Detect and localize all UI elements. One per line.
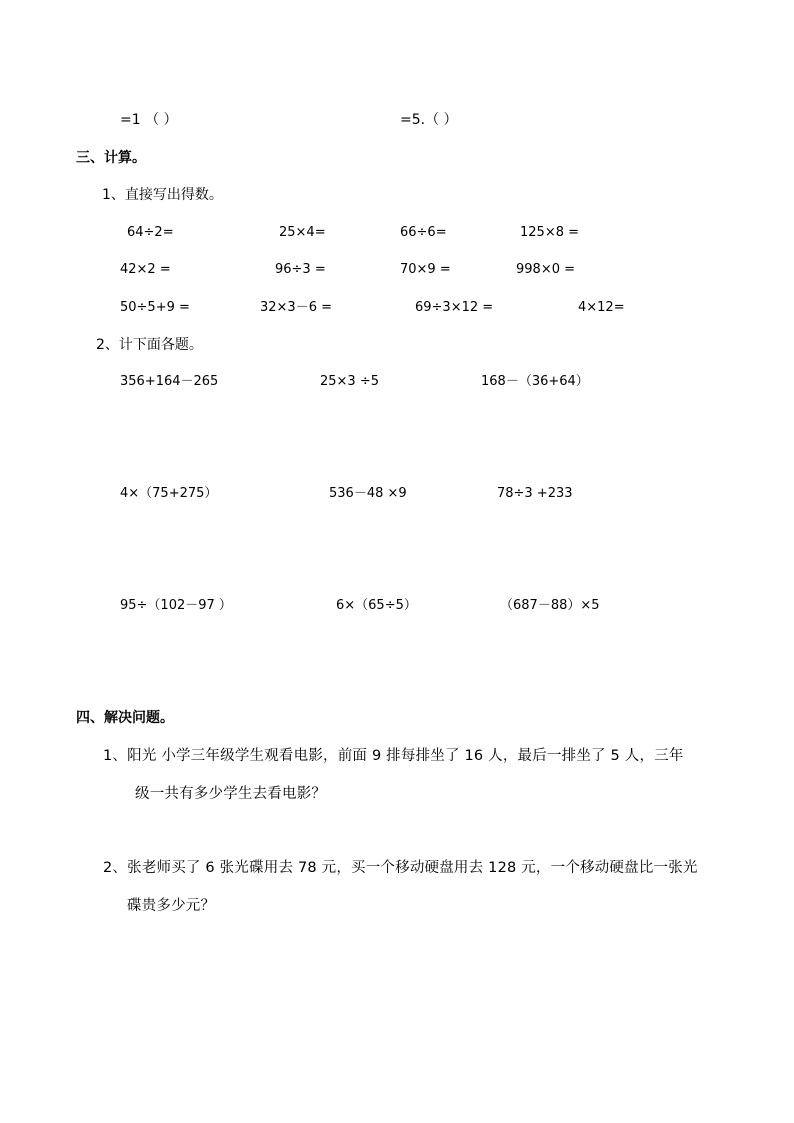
oral-calc-item: 998×0 = xyxy=(516,262,576,277)
section-4-title: 四、解决问题。 xyxy=(76,710,174,726)
step-calc-item: 356+164－265 xyxy=(120,374,219,389)
step-calc-item: 4×（75+275） xyxy=(120,486,218,501)
step-calc-item: 6×（65÷5） xyxy=(336,598,417,613)
blank-answer-1: =1 （ ） xyxy=(120,112,178,128)
step-calc-item: （687－88）×5 xyxy=(500,598,600,613)
oral-calc-item: 42×2 = xyxy=(120,262,171,277)
section-3-title: 三、计算。 xyxy=(76,150,146,166)
step-calc-item: 536－48 ×9 xyxy=(329,486,407,501)
word-problem-2-line-2: 碟贵多少元？ xyxy=(127,898,216,914)
oral-calc-item: 96÷3 = xyxy=(275,262,326,277)
oral-calc-item: 125×8 = xyxy=(520,225,580,240)
word-problem-2-line-1: 2、张老师买了 6 张光碟用去 78 元，买一个移动硬盘用去 128 元，一个移动硬盘比一张光 xyxy=(103,860,698,876)
word-problem-1-line-1: 1、阳光 小学三年级学生观看电影，前面 9 排每排坐了 16 人，最后一排坐了 5 人，三年 xyxy=(103,748,684,764)
oral-calc-item: 25×4= xyxy=(279,225,326,240)
question-2-label: 2、计下面各题。 xyxy=(96,337,203,353)
step-calc-item: 25×3 ÷5 xyxy=(320,374,380,389)
oral-calc-item: 70×9 = xyxy=(400,262,451,277)
step-calc-item: 78÷3 +233 xyxy=(497,486,573,501)
oral-calc-item: 64÷2= xyxy=(127,225,174,240)
oral-calc-item: 32×3－6 = xyxy=(260,300,333,315)
oral-calc-item: 66÷6= xyxy=(400,225,447,240)
oral-calc-item: 4×12= xyxy=(578,300,625,315)
oral-calc-item: 50÷5+9 = xyxy=(120,300,190,315)
word-problem-1-line-2: 级一共有多少学生去看电影？ xyxy=(135,786,327,802)
step-calc-item: 168－（36+64） xyxy=(481,374,589,389)
oral-calc-item: 69÷3×12 = xyxy=(415,300,494,315)
blank-answer-2: =5.（ ） xyxy=(400,112,458,128)
step-calc-item: 95÷（102－97 ） xyxy=(120,598,232,613)
question-1-label: 1、直接写出得数。 xyxy=(102,187,223,203)
